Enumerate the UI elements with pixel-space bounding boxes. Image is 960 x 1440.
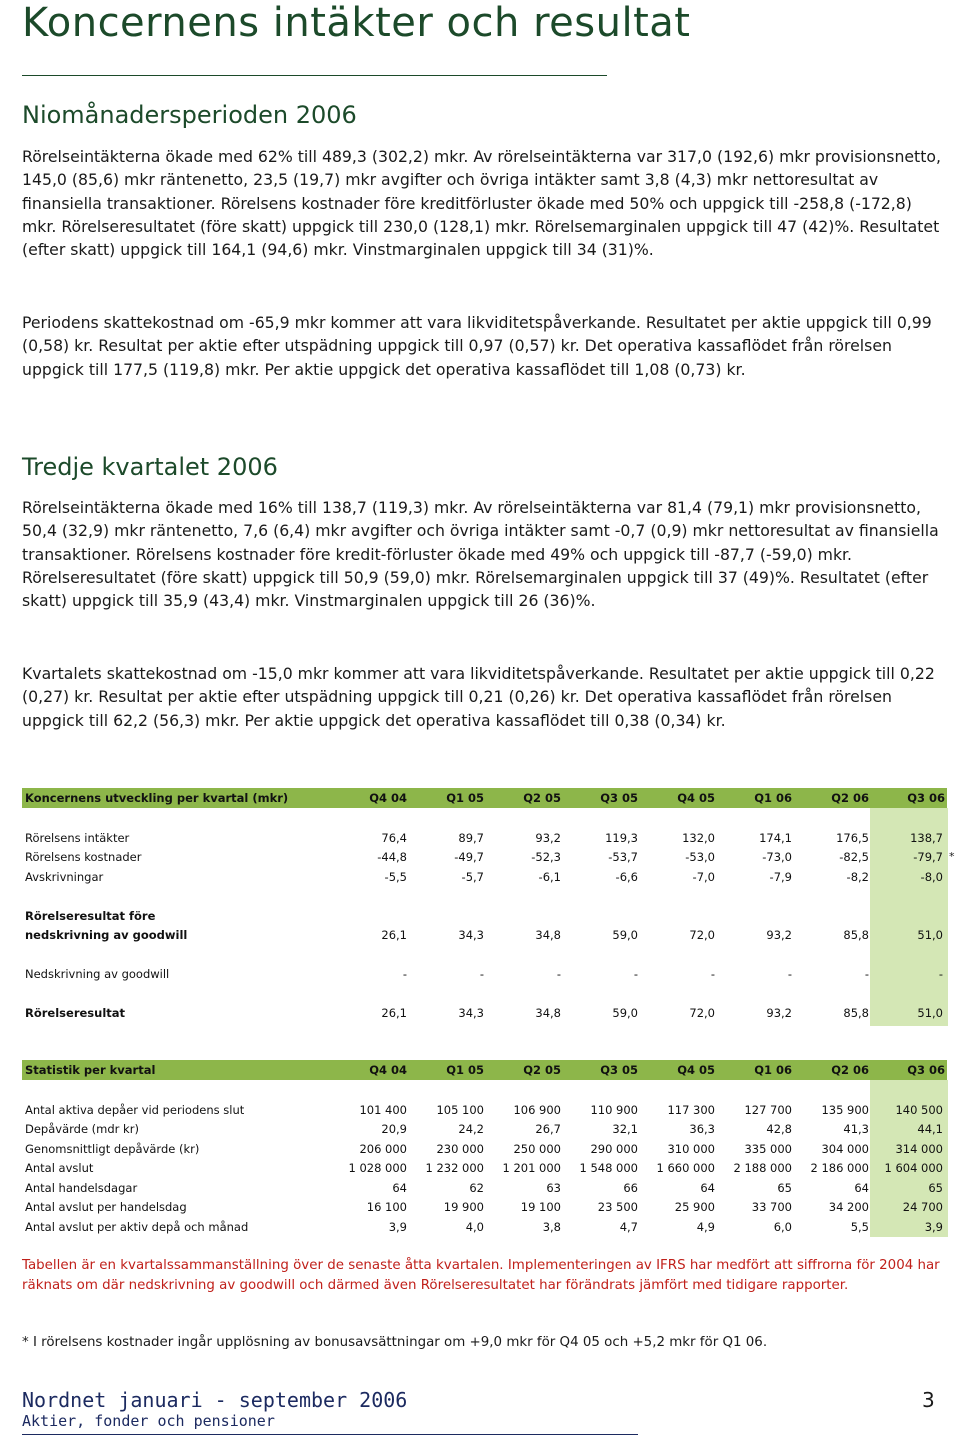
table-row: [22, 1198, 947, 1218]
row-label: nedskrivning av goodwill: [25, 928, 188, 943]
table-cell: 26,1: [381, 1006, 407, 1021]
table-cell: 59,0: [612, 928, 638, 943]
table1-col-header: Q4 05: [677, 791, 715, 805]
table-cell: 32,1: [612, 1122, 638, 1137]
footer-underline: [22, 1434, 638, 1435]
table-cell: 76,4: [381, 830, 407, 845]
table-cell: 6,0: [773, 1219, 792, 1234]
table-cell: 42,8: [766, 1122, 792, 1137]
title-underline: [22, 75, 607, 76]
table-row: [22, 1004, 947, 1024]
table-cell: 44,1: [917, 1122, 943, 1137]
table-cell: 25 900: [674, 1200, 715, 1215]
table1-col-header: Q3 06: [907, 791, 945, 805]
table1-col-header: Q3 05: [600, 791, 638, 805]
table2-col-header: Q1 06: [754, 1063, 792, 1077]
table-cell: -: [479, 967, 484, 982]
table-cell: 26,1: [381, 928, 407, 943]
nine-months-paragraph-2: Periodens skattekostnad om -65,9 mkr kommer att vara likviditetspåverkande. Resultatet per aktie uppgick till 0,99 (0,58) kr. Resultat per aktie efter utspädning uppgick till 0,97 (0,57) kr. Det operativa kassaflödet från rörelsen uppgick till 177,5 (119,8) mkr. Per aktie uppgick det operativa kassaflödet till 1,08 (0,73) kr.: [22, 313, 932, 379]
table-cell: -: [633, 967, 638, 982]
row-label: Antal avslut per aktiv depå och månad: [25, 1219, 249, 1234]
table-cell: 138,7: [910, 830, 943, 845]
row-label: Nedskrivning av goodwill: [25, 967, 170, 982]
table-cell: -79,7: [913, 850, 943, 865]
table-cell: 106 900: [513, 1102, 561, 1117]
table-cell: -44,8: [377, 850, 407, 865]
table-cell: 4,9: [696, 1219, 715, 1234]
table-cell: -: [864, 967, 869, 982]
table1-col-header: Q1 06: [754, 791, 792, 805]
table-cell: 51,0: [917, 928, 943, 943]
table-row: [22, 1159, 947, 1179]
table-cell: 85,8: [843, 1006, 869, 1021]
table-row: [22, 965, 947, 985]
table-cell: 250 000: [513, 1141, 561, 1156]
table-row: [22, 1217, 947, 1237]
table-cell: -5,5: [384, 869, 407, 884]
row-label: Rörelseresultat: [25, 1006, 126, 1021]
table1-header-title: Koncernens utveckling per kvartal (mkr): [25, 791, 289, 805]
table-cell: 119,3: [605, 830, 638, 845]
table-cell: 2 186 000: [810, 1161, 869, 1176]
table2-header-title: Statistik per kvartal: [25, 1063, 156, 1077]
table-cell: 23 500: [597, 1200, 638, 1215]
table-cell: -: [402, 967, 407, 982]
table-cell: 105 100: [436, 1102, 484, 1117]
table-cell: 3,9: [924, 1219, 943, 1234]
table-cell: 230 000: [436, 1141, 484, 1156]
table-cell: -6,1: [538, 869, 561, 884]
table-cell: -8,2: [846, 869, 869, 884]
q3-paragraph-1: Rörelseintäkterna ökade med 16% till 138,7 (119,3) mkr. Av rörelseintäkterna var 81,4 (79,1) mkr provisionsnetto, 50,4 (32,9) mkr räntenetto, 7,6 (6,4) mkr avgifter och övriga intäkter samt -0,7 (0,9) mkr nettoresultat av finansiella transaktioner. Rörelsens kostnader före kredit-förluster ökade med 49% och uppgick till -87,7 (-59,0) mkr. Rörelseresultatet (före skatt) uppgick till 50,9 (59,0) mkr. Rörelsemarginalen uppgick till 37 (49)%. Resultatet (efter skatt) uppgick till 35,9 (43,4) mkr. Vinstmarginalen uppgick till 26 (36)%.: [22, 498, 939, 611]
table-row: [22, 906, 947, 926]
table2-col-header: Q1 05: [446, 1063, 484, 1077]
table-cell: 64: [700, 1180, 715, 1195]
table-cell: -: [938, 967, 943, 982]
table-row: [22, 1100, 947, 1120]
table-cell: -73,0: [762, 850, 792, 865]
table-cell: 64: [392, 1180, 407, 1195]
table-cell: -: [710, 967, 715, 982]
table-cell: 135 900: [821, 1102, 869, 1117]
table-cell: 4,0: [465, 1219, 484, 1234]
row-label: Avskrivningar: [25, 869, 104, 884]
table-cell: -7,9: [769, 869, 792, 884]
table2-col-header: Q2 05: [523, 1063, 561, 1077]
table-cell: 65: [928, 1180, 943, 1195]
table-cell: 314 000: [895, 1141, 943, 1156]
table-row: [22, 1139, 947, 1159]
row-label: Rörelsens kostnader: [25, 850, 142, 865]
table2-col-header: Q4 04: [369, 1063, 407, 1077]
page-title: Koncernens intäkter och resultat: [22, 0, 691, 46]
table2-col-header: Q3 05: [600, 1063, 638, 1077]
nine-months-paragraph-1: Rörelseintäkterna ökade med 62% till 489,3 (302,2) mkr. Av rörelseintäkterna var 317,0 (192,6) mkr provisionsnetto, 145,0 (85,6) mkr räntenetto, 23,5 (19,7) mkr avgifter och övriga intäkter samt 3,8 (4,3) mkr nettoresultat av finansiella transaktioner. Rörelsens kostnader före kreditförluster ökade med 50% och uppgick till -258,8 (-172,8) mkr. Rörelseresultatet (före skatt) uppgick till 230,0 (128,1) mkr. Rörelsemarginalen uppgick till 47 (42)%. Resultatet (efter skatt) uppgick till 164,1 (94,6) mkr. Vinstmarginalen uppgick till 34 (31)%.: [22, 147, 941, 260]
table-cell: -53,0: [685, 850, 715, 865]
table1-header-row: [22, 788, 947, 808]
row-label: Depåvärde (mdr kr): [25, 1122, 139, 1137]
table2-col-header: Q4 05: [677, 1063, 715, 1077]
table-cell: 36,3: [689, 1122, 715, 1137]
table-cell: -5,7: [461, 869, 484, 884]
table-cell: 140 500: [895, 1102, 943, 1117]
q3-paragraph-2: Kvartalets skattekostnad om -15,0 mkr kommer att vara likviditetspåverkande. Resultatet per aktie uppgick till 0,22 (0,27) kr. Resultat per aktie efter utspädning uppgick till 0,21 (0,26) kr. Det operativa kassaflödet från rörelsen uppgick till 62,2 (56,3) mkr. Per aktie uppgick det operativa kassaflödet till 0,38 (0,34) kr.: [22, 664, 935, 730]
table-cell: -82,5: [839, 850, 869, 865]
table-cell: 290 000: [590, 1141, 638, 1156]
table-cell: -53,7: [608, 850, 638, 865]
table-cell: -: [787, 967, 792, 982]
section-heading-q3: Tredje kvartalet 2006: [22, 453, 278, 481]
table-cell: 176,5: [836, 830, 869, 845]
table-cell: 24,2: [458, 1122, 484, 1137]
table-cell: 110 900: [590, 1102, 638, 1117]
table-cell: 1 028 000: [348, 1161, 407, 1176]
page-number: 3: [922, 1388, 935, 1412]
row-label: Antal avslut per handelsdag: [25, 1200, 187, 1215]
table-row: [22, 828, 947, 848]
table-cell: 66: [623, 1180, 638, 1195]
table-cell: 127 700: [744, 1102, 792, 1117]
row-label: Genomsnittligt depåvärde (kr): [25, 1141, 200, 1156]
table-cell: 19 100: [520, 1200, 561, 1215]
table2-col-header: Q3 06: [907, 1063, 945, 1077]
table-cell: 51,0: [917, 1006, 943, 1021]
row-label: Antal avslut: [25, 1161, 94, 1176]
table-cell: 93,2: [535, 830, 561, 845]
table-cell: 1 201 000: [502, 1161, 561, 1176]
table-cell: 304 000: [821, 1141, 869, 1156]
table-cell: 132,0: [682, 830, 715, 845]
table-cell: 26,7: [535, 1122, 561, 1137]
table1-col-header: Q4 04: [369, 791, 407, 805]
table-cell: 3,9: [388, 1219, 407, 1234]
row-label: Antal aktiva depåer vid periodens slut: [25, 1102, 245, 1117]
table-cell: 59,0: [612, 1006, 638, 1021]
table-cell: 206 000: [359, 1141, 407, 1156]
table-cell: 34 200: [828, 1200, 869, 1215]
table1-col-header: Q2 06: [831, 791, 869, 805]
table-row: [22, 867, 947, 887]
table-cell: 3,8: [542, 1219, 561, 1234]
table-row: [22, 1120, 947, 1140]
table-cell: -49,7: [454, 850, 484, 865]
table2-col-header: Q2 06: [831, 1063, 869, 1077]
table-cell: 34,8: [535, 928, 561, 943]
table-cell: 72,0: [689, 1006, 715, 1021]
table-cell: 1 232 000: [425, 1161, 484, 1176]
table-cell: 93,2: [766, 928, 792, 943]
table-cell: 93,2: [766, 1006, 792, 1021]
footer-title: Nordnet januari - september 2006: [22, 1388, 408, 1412]
table-cell: 174,1: [759, 830, 792, 845]
table-cell: 41,3: [843, 1122, 869, 1137]
table2-header-row: [22, 1060, 947, 1080]
table-cell: 72,0: [689, 928, 715, 943]
row-label: Rörelsens intäkter: [25, 830, 130, 845]
table-cell: 62: [469, 1180, 484, 1195]
row-label: Rörelseresultat före: [25, 908, 156, 923]
table-cell: 19 900: [443, 1200, 484, 1215]
table-row: [22, 1178, 947, 1198]
table-cell: 1 548 000: [579, 1161, 638, 1176]
table-cell: 1 660 000: [656, 1161, 715, 1176]
table-cell: -8,0: [920, 869, 943, 884]
table-cell: 2 188 000: [733, 1161, 792, 1176]
table-cell: 89,7: [458, 830, 484, 845]
quarterly-development-table: [22, 788, 947, 1023]
table-cell: 34,3: [458, 928, 484, 943]
quarterly-statistics-table: [22, 1060, 947, 1237]
table-cell: 24 700: [902, 1200, 943, 1215]
section-heading-nine-months: Niomånadersperioden 2006: [22, 101, 357, 129]
table-cell: 4,7: [619, 1219, 638, 1234]
ifrs-note: Tabellen är en kvartalssammanställning över de senaste åtta kvartalen. Implementeringen av IFRS har medfört att siffrorna för 2004 har räknats om där nedskrivning av goodwill och därmed även Rörelseresultatet har förändrats jämfört med tidigare rapporter.: [22, 1258, 940, 1293]
footnote-star-marker: *: [949, 850, 955, 863]
table-cell: 34,8: [535, 1006, 561, 1021]
table-cell: -7,0: [692, 869, 715, 884]
table-cell: 33 700: [751, 1200, 792, 1215]
table-cell: 117 300: [667, 1102, 715, 1117]
table-cell: -52,3: [531, 850, 561, 865]
table1-col-header: Q2 05: [523, 791, 561, 805]
table-cell: 101 400: [359, 1102, 407, 1117]
table-cell: 65: [777, 1180, 792, 1195]
table-cell: -6,6: [615, 869, 638, 884]
table-cell: -: [556, 967, 561, 982]
footnote-bonus: * I rörelsens kostnader ingår upplösning av bonusavsättningar om +9,0 mkr för Q4 05 och +5,2 mkr för Q1 06.: [22, 1335, 768, 1350]
table1-col-header: Q1 05: [446, 791, 484, 805]
table-row: [22, 926, 947, 946]
table-cell: 310 000: [667, 1141, 715, 1156]
table-cell: 85,8: [843, 928, 869, 943]
table-cell: 335 000: [744, 1141, 792, 1156]
table-cell: 64: [854, 1180, 869, 1195]
table-cell: 5,5: [850, 1219, 869, 1234]
table-cell: 20,9: [381, 1122, 407, 1137]
table-cell: 1 604 000: [884, 1161, 943, 1176]
row-label: Antal handelsdagar: [25, 1180, 138, 1195]
table-cell: 16 100: [366, 1200, 407, 1215]
table-cell: 63: [546, 1180, 561, 1195]
table-row: [22, 848, 947, 868]
table-cell: 34,3: [458, 1006, 484, 1021]
footer-subtitle: Aktier, fonder och pensioner: [22, 1412, 275, 1430]
